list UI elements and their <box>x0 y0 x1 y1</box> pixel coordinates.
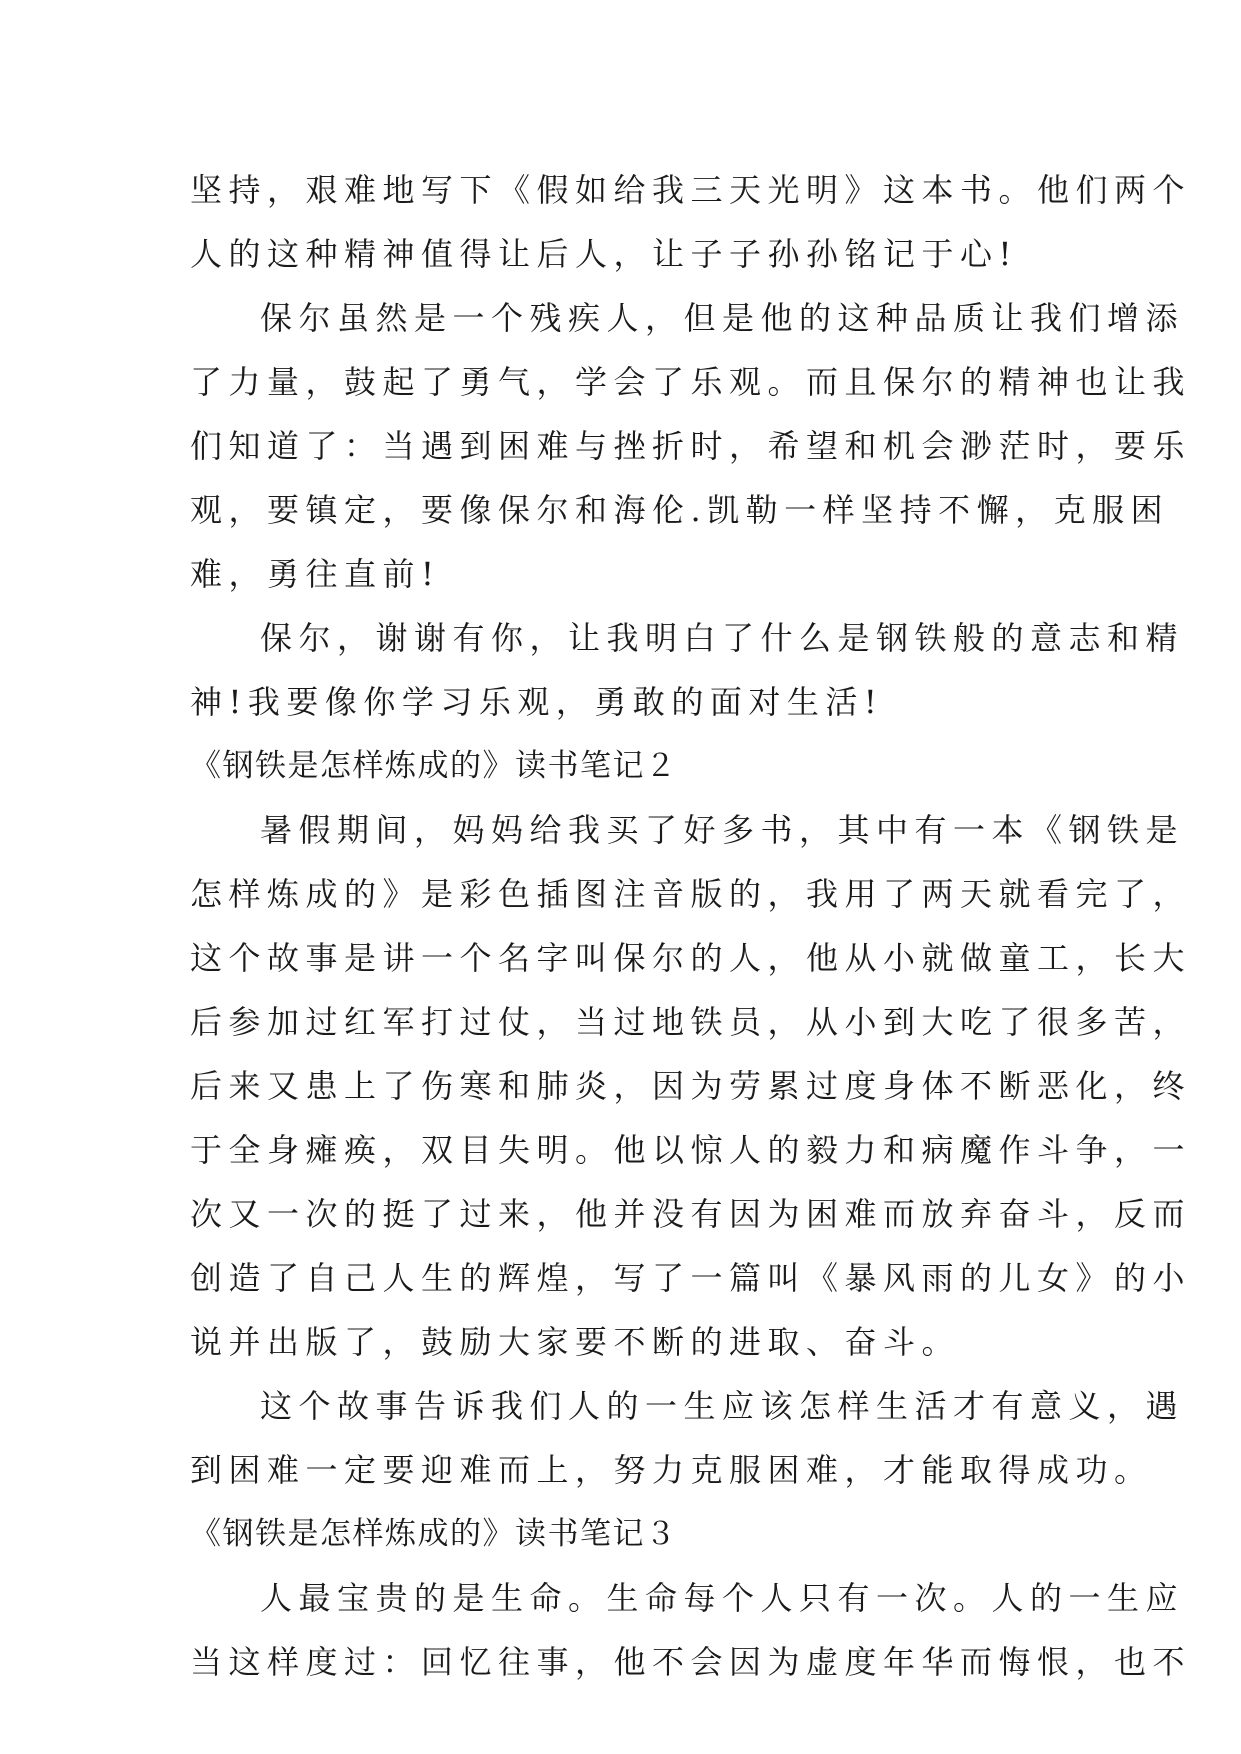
text-line: 当这样度过：回忆往事，他不会因为虚度年华而悔恨，也不 <box>190 1643 1192 1681</box>
text-line: 说并出版了，鼓励大家要不断的进取、奋斗。 <box>190 1323 961 1361</box>
text-line: 怎样炼成的》是彩色插图注音版的，我用了两天就看完了， <box>190 875 1192 913</box>
text-line: 这个故事是讲一个名字叫保尔的人，他从小就做童工，长大 <box>190 939 1192 977</box>
text-line: 次又一次的挺了过来，他并没有因为困难而放弃奋斗，反而 <box>190 1195 1192 1233</box>
paragraph-start-line: 保尔，谢谢有你，让我明白了什么是钢铁般的意志和精 <box>260 619 1185 657</box>
document-body <box>190 158 1192 1694</box>
paragraph-start-line: 暑假期间，妈妈给我买了好多书，其中有一本《钢铁是 <box>260 811 1185 849</box>
section-heading: 《钢铁是怎样炼成的》读书笔记２ <box>190 748 678 784</box>
text-line: 坚持，艰难地写下《假如给我三天光明》这本书。他们两个 <box>190 171 1192 209</box>
text-line: 后来又患上了伤寒和肺炎，因为劳累过度身体不断恶化，终 <box>190 1067 1192 1105</box>
paragraph-start-line: 人最宝贵的是生命。生命每个人只有一次。人的一生应 <box>260 1579 1185 1617</box>
paragraph-start-line: 保尔虽然是一个残疾人，但是他的这种品质让我们增添 <box>260 299 1185 337</box>
section-heading: 《钢铁是怎样炼成的》读书笔记３ <box>190 1516 678 1552</box>
text-line: 观，要镇定，要像保尔和海伦.凯勒一样坚持不懈，克服困 <box>190 491 1170 529</box>
text-line: 了力量，鼓起了勇气，学会了乐观。而且保尔的精神也让我 <box>190 363 1192 401</box>
text-line: 们知道了：当遇到困难与挫折时，希望和机会渺茫时，要乐 <box>190 427 1192 465</box>
paragraph-start-line: 这个故事告诉我们人的一生应该怎样生活才有意义，遇 <box>260 1387 1185 1425</box>
text-line: 人的这种精神值得让后人，让子子孙孙铭记于心! <box>190 235 1018 273</box>
text-line: 创造了自己人生的辉煌，写了一篇叫《暴风雨的儿女》的小 <box>190 1259 1192 1297</box>
text-line: 神!我要像你学习乐观，勇敢的面对生活! <box>190 683 884 721</box>
text-line: 后参加过红军打过仗，当过地铁员，从小到大吃了很多苦， <box>190 1003 1192 1041</box>
text-line: 到困难一定要迎难而上，努力克服困难，才能取得成功。 <box>190 1451 1153 1489</box>
text-line: 难，勇往直前! <box>190 555 441 593</box>
text-line: 于全身瘫痪，双目失明。他以惊人的毅力和病魔作斗争，一 <box>190 1131 1192 1169</box>
